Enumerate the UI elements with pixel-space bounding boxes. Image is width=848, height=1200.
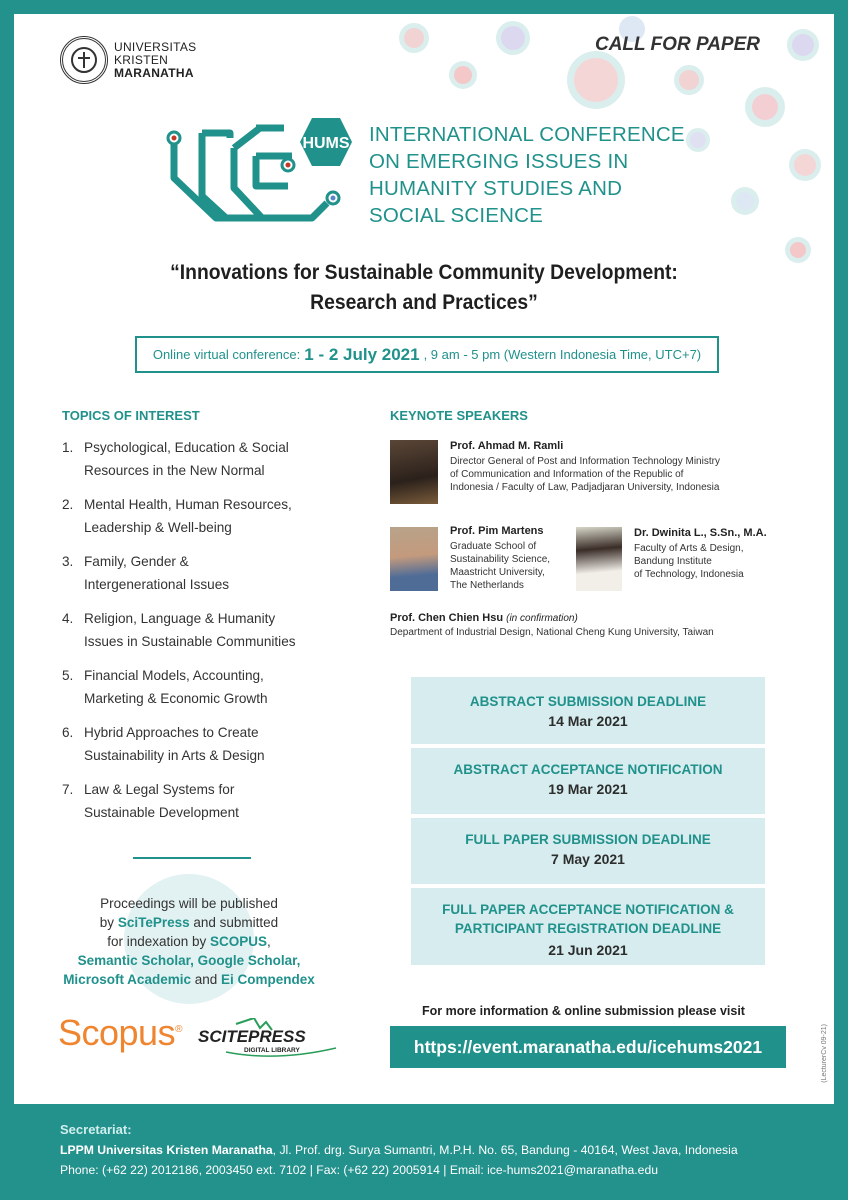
university-line1: UNIVERSITAS <box>114 39 197 54</box>
more-info-text: For more information & online submission please visit <box>422 1004 745 1018</box>
topics-heading: TOPICS OF INTEREST <box>62 408 200 423</box>
speaker-name: Prof. Pim Martens <box>450 525 544 537</box>
scitepress-sub: DIGITAL LIBRARY <box>244 1047 300 1054</box>
speaker-description: Department of Industrial Design, National Cheng Kung University, Taiwan <box>390 627 714 638</box>
topic-item: 7. Law & Legal Systems for Sustainable Development <box>62 782 239 820</box>
deadline-label: PARTICIPANT REGISTRATION DEADLINE <box>454 921 722 936</box>
topic-item: 3. Family, Gender & Intergenerational Issues <box>62 554 230 592</box>
deadline-date: 14 Mar 2021 <box>548 713 628 729</box>
topic-item: 5. Financial Models, Accounting, Marketing & Economic Growth <box>62 668 268 706</box>
vertical-note: (LecturerCv 09-21) <box>821 1024 828 1083</box>
submission-url-link[interactable]: https://event.maranatha.edu/icehums2021 <box>390 1026 786 1068</box>
schedule-dates: 1 - 2 July 2021 <box>304 344 420 364</box>
keynote-heading: KEYNOTE SPEAKERS <box>390 408 528 423</box>
deadline-date: 21 Jun 2021 <box>548 942 628 958</box>
speaker-description: Graduate School of Sustainability Science, Maastricht University, The Netherlands <box>450 541 551 591</box>
deadline-label: ABSTRACT SUBMISSION DEADLINE <box>469 694 707 709</box>
topics-list <box>62 436 332 835</box>
scopus-logo: Scopus® <box>58 1012 182 1053</box>
proceedings-info: Proceedings will be published by SciTePress and submitted for indexation by SCOPUS, Semantic Scholar, Google Scholar, Microsoft Academic and Ei Compendex <box>63 896 315 987</box>
deadline-label: FULL PAPER SUBMISSION DEADLINE <box>465 832 711 847</box>
speaker-name: Prof. Ahmad M. Ramli <box>450 440 564 452</box>
ice-hums-logo-icon <box>152 108 352 240</box>
theme-line1: “Innovations for Sustainable Community Development: <box>170 261 678 284</box>
schedule-prefix: Online virtual conference: <box>152 347 301 362</box>
speaker-description: Faculty of Arts & Design, Bandung Institute of Technology, Indonesia <box>634 543 744 580</box>
deadline-card <box>411 677 765 744</box>
university-line3: MARANATHA <box>114 65 194 80</box>
conference-title-line: HUMANITY STUDIES AND <box>369 177 623 200</box>
conference-theme <box>47 258 801 318</box>
university-line2: KRISTEN <box>114 52 169 67</box>
topic-item: 4. Religion, Language & Humanity Issues in Sustainable Communities <box>62 611 296 649</box>
call-for-paper-label: CALL FOR PAPER <box>594 34 760 55</box>
topic-item: 1. Psychological, Education & Social Resources in the New Normal <box>62 440 289 478</box>
university-logo <box>60 36 196 84</box>
deadline-card <box>411 748 765 814</box>
logo-text: HUMS <box>302 135 350 152</box>
topic-item: 2. Mental Health, Human Resources, Leadership & Well-being <box>62 497 292 535</box>
footer-contact: Phone: (+62 22) 2012186, 2003450 ext. 7102 | Fax: (+62 22) 2005914 | Email: ice-hums2021@maranatha.edu <box>60 1163 659 1177</box>
university-name <box>114 41 196 80</box>
speaker-photo <box>390 527 438 591</box>
schedule-box <box>135 336 719 373</box>
deadline-label: ABSTRACT ACCEPTANCE NOTIFICATION <box>453 762 723 777</box>
conference-title <box>369 121 709 229</box>
speaker-note: (in confirmation) <box>506 613 578 624</box>
poster <box>14 14 834 1104</box>
deadline-card <box>411 888 765 965</box>
speaker-description: Director General of Post and Information Technology Ministry of Communication and Information of the Republic of Indonesia / Faculty of Law, Padjadjaran University, Indonesia <box>450 456 720 493</box>
university-seal-icon <box>60 36 108 84</box>
conference-title-line: SOCIAL SCIENCE <box>369 204 544 227</box>
deadline-date: 7 May 2021 <box>551 851 625 867</box>
footer-address: LPPM Universitas Kristen Maranatha, Jl. Prof. drg. Surya Sumantri, M.P.H. No. 65, Bandung - 40164, West Java, Indonesia <box>60 1143 738 1157</box>
topic-item: 6. Hybrid Approaches to Create Sustainability in Arts & Design <box>62 725 265 763</box>
footer-heading: Secretariat: <box>60 1122 132 1137</box>
speaker-name: Dr. Dwinita L., S.Sn., M.A. <box>634 527 767 539</box>
schedule-time: , 9 am - 5 pm (Western Indonesia Time, UTC+7) <box>423 347 702 362</box>
conference-title-line: INTERNATIONAL CONFERENCE <box>369 123 685 146</box>
conference-title-line: ON EMERGING ISSUES IN <box>369 150 629 173</box>
scitepress-logo <box>196 1018 346 1058</box>
deadline-date: 19 Mar 2021 <box>548 781 628 797</box>
scitepress-text: SCITEPRESS <box>198 1027 306 1046</box>
speaker-photo <box>390 440 438 504</box>
deadline-card <box>411 818 765 884</box>
speaker-name: Prof. Chen Chien Hsu (in confirmation) <box>390 612 578 624</box>
divider <box>133 857 251 859</box>
theme-line2: Research and Practices” <box>310 291 538 314</box>
secretariat-footer <box>60 1120 738 1180</box>
deadline-label: FULL PAPER ACCEPTANCE NOTIFICATION & <box>442 902 734 917</box>
speaker-photo <box>576 527 622 591</box>
